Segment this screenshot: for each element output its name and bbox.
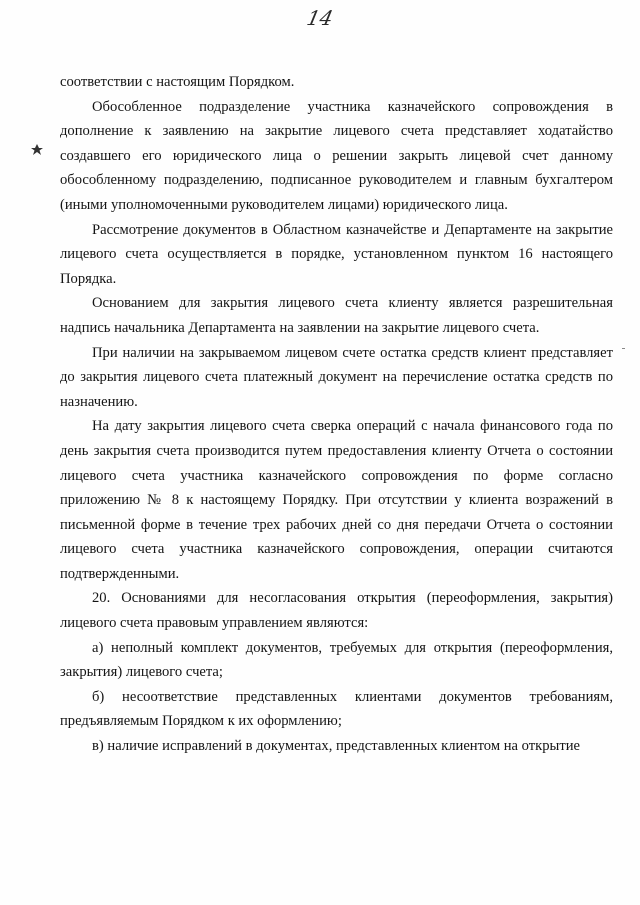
page-number: 14 — [304, 6, 336, 30]
list-item: в) наличие исправлений в документах, представленных клиентом на открытие — [92, 738, 580, 755]
list-item: а) неполный комплект документов, требуемых для открытия (переоформления, закрытия) лицевого счета; — [60, 639, 613, 681]
scan-artifact — [622, 348, 625, 349]
list-item: б) несоответствие представленных клиентами документов требованиям, предъявляемым Порядком к их оформлению; — [60, 688, 613, 730]
paragraph: При наличии на закрываемом лицевом счете остатка средств клиент представляет до закрытия лицевого счета платежный документ на перечисление остатка средств по назначению. — [60, 344, 613, 410]
document-body — [60, 70, 613, 759]
paragraph: 20. Основаниями для несогласования открытия (переоформления, закрытия) лицевого счета правовым управлением являются: — [60, 590, 613, 632]
paragraph: Основанием для закрытия лицевого счета клиенту является разрешительная надпись начальника Департамента на заявлении на закрытие лицевого счета. — [60, 295, 613, 336]
paragraph: На дату закрытия лицевого счета сверка операций с начала финансового года по день закрытия счета производится путем предоставления клиенту Отчета о состоянии лицевого счета участника казначейского сопровождения по форме согласно приложению № 8 к настоящему Порядку. При отсутствии у клиента возражений в письменной форме в течение трех рабочих дней со дня передачи Отчета о состоянии лицевого счета участника казначейского сопровождения, операции считаются подтвержденными. — [60, 418, 613, 582]
margin-mark-icon — [30, 142, 44, 156]
paragraph: Обособленное подразделение участника казначейского сопровождения в дополнение к заявлению на закрытие лицевого счета представляет ходатайство создавшего его юридического лица о решении закрыть лицевой счет данному обособленному подразделению, подписанное руководителем и главным бухгалтером (иными уполномоченными руководителем лицами) юридического лица. — [60, 98, 613, 213]
paragraph: соответствии с настоящим Порядком. — [60, 74, 295, 90]
paragraph: Рассмотрение документов в Областном казначействе и Департаменте на закрытие лицевого счета осуществляется в порядке, установленном пунктом 16 настоящего Порядка. — [60, 221, 613, 287]
